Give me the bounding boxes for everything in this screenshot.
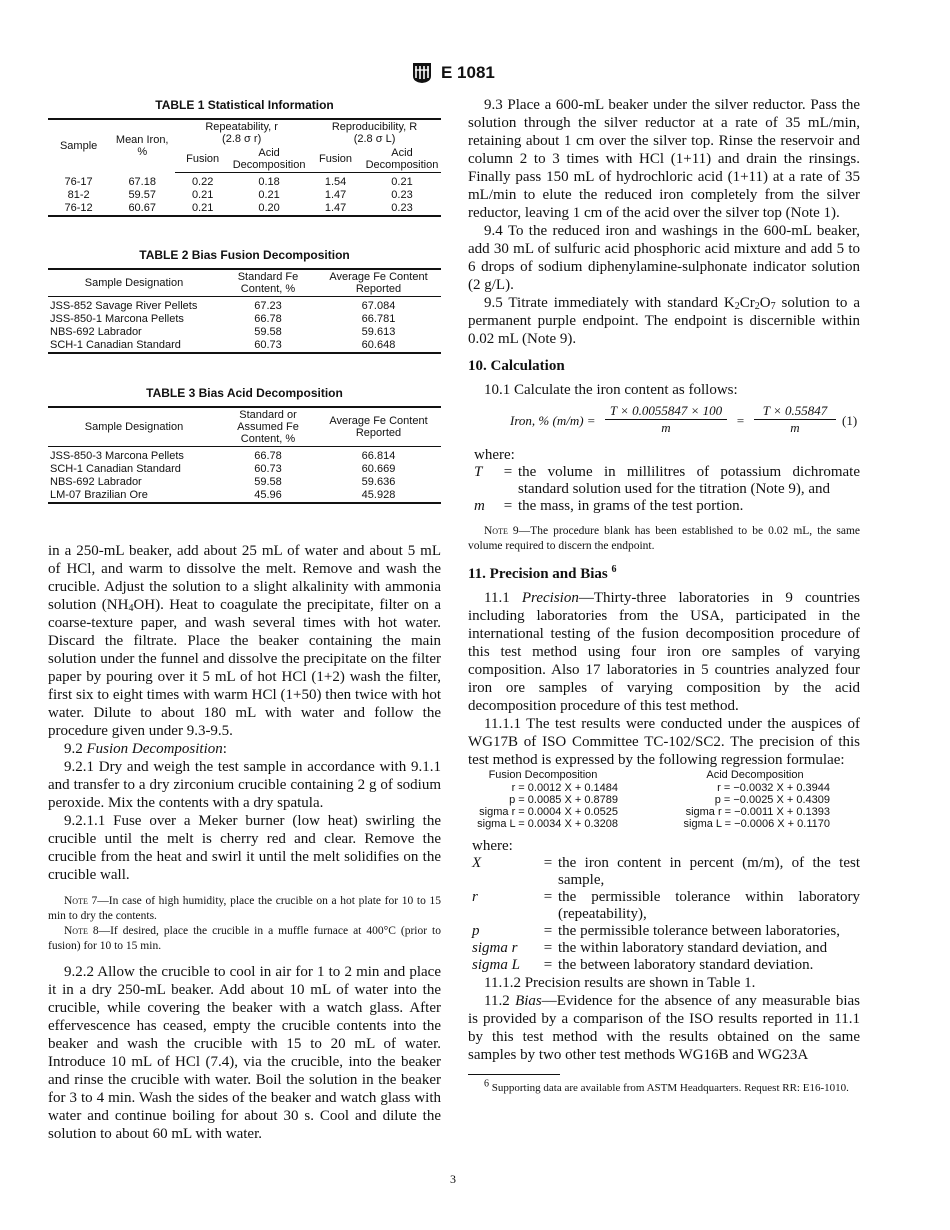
- table1-header-mean: Mean Iron, %: [115, 134, 169, 159]
- acid-formula: r = −0.0032 X + 0.3944: [717, 782, 830, 794]
- table-cell: 66.814: [361, 450, 396, 462]
- table2-header-average: Average Fe Content Reported: [316, 269, 441, 297]
- note-9: Note 9—The procedure blank has been established to be 0.02 mL, the same volume required to discern the endpoint.: [468, 525, 860, 552]
- table1-header-fusion: Fusion: [308, 146, 363, 173]
- equation-1: Iron, % (m/m) = $\frac{T \times 0.0055847 \times 100}{m}$ = $\frac{T \times 0.55847}{m}$ (1): [510, 403, 858, 435]
- table-cell: 66.78: [254, 313, 282, 325]
- paragraph-9-2-2: 9.2.2 Allow the crucible to cool in air for 1 to 2 min and place it in a dry 250-mL beaker. Add about 10 mL of water into the crucible, while covering the beaker with a watch glass. After effervescence has ceased, empty the crucible contents into the beaker and wash the crucible with 15 to 20 mL of water. Introduce 10 mL of HCl (7.4), via the crucible, into the beaker and rinse the crucible with water. Boil the solution in the beaker for 3 to 4 min. Wash the sides of the beaker and watch glass with water and continue boiling for about 30 s. Cool and dilute the solution to about 60 mL with water.: [48, 964, 441, 1142]
- paragraph-9-4: 9.4 To the reduced iron and washings in the 600-mL beaker, add 30 mL of sulfuric acid phosphoric acid mixture and add 5 to 6 drops of sodium diphenylamine-sulphonate indicator solution (2 g/L).: [468, 223, 860, 293]
- table3: [48, 406, 441, 504]
- table1-header-repeatability: Repeatability, r (2.8 σ r): [205, 121, 278, 145]
- definition-T: T = the volume in millilitres of potassium dichromate standard solution used for the titration (Note 9), and: [474, 464, 860, 497]
- footnote-rule: [468, 1074, 560, 1075]
- standard-designation: E 1081: [441, 63, 495, 82]
- paragraph-11-2: 11.2 Bias—Evidence for the absence of any measurable bias is provided by a comparison of the ISO results reported in 11.1 by this test method with the results obtained on the same samples by two other test methods WG16B and WG23A: [468, 993, 860, 1063]
- section-10-heading: 10. Calculation: [468, 358, 565, 374]
- table-row: [48, 173, 441, 190]
- footnote-6: $^6$ Supporting data are available from ASTM Headquarters. Request RR: E16-1010.: [484, 1078, 849, 1094]
- table1-header-sample: Sample: [59, 140, 98, 153]
- paragraph-11-1-2: 11.1.2 Precision results are shown in Table 1.: [484, 975, 756, 991]
- definition-item: sigma L = the between laboratory standard deviation.: [472, 957, 814, 973]
- table3-caption: TABLE 3 Bias Acid Decomposition: [146, 386, 343, 400]
- paragraph-9-5: 9.5 Titrate immediately with standard $K_2Cr_2O_7$ solution to a permanent purple endpoint. The endpoint is discernible within 0.02 mL (Note 9).: [468, 295, 860, 347]
- table1-header-reproducibility: Reproducibility, R (2.8 σ L): [331, 121, 418, 145]
- fusion-formula: sigma L = 0.0034 X + 0.3208: [477, 818, 618, 830]
- table-cell: 81-2: [67, 189, 90, 201]
- table-cell: 60.648: [361, 339, 396, 351]
- table-row: [48, 447, 441, 464]
- fusion-formula: p = 0.0085 X + 0.8789: [509, 794, 618, 806]
- definition-item: X = the iron content in percent (m/m), of the test sample,: [472, 855, 860, 888]
- paragraph-11-1: 11.1 Precision—Thirty-three laboratories in 9 countries including laboratories from the USA, participated in the international testing of the fusion decomposition procedure of this test method using four iron ore samples of varying composition. Also 17 laboratories in 5 countries analyzed four iron ore samples of varying composition by the acid decomposition procedure of this test method.: [468, 590, 860, 714]
- table3-header-average: Average Fe Content Reported: [316, 407, 441, 447]
- table-cell: 60.73: [254, 339, 282, 351]
- table-cell: 59.636: [361, 476, 396, 488]
- definition-item: sigma r = the within laboratory standard deviation, and: [472, 940, 828, 956]
- definition-m: m = the mass, in grams of the test portion.: [474, 498, 744, 514]
- table-row: [48, 202, 441, 216]
- table3-header-sample: Sample Designation: [48, 407, 220, 447]
- where-label-2: where:: [472, 838, 513, 854]
- table-cell: 60.73: [254, 463, 282, 475]
- table1-header-acid: Acid Decomposition: [230, 146, 308, 173]
- regression-formulae: [468, 769, 860, 830]
- table2-header-standard: Standard Fe Content, %: [220, 269, 316, 297]
- table2-header-sample: Sample Designation: [48, 269, 220, 297]
- table-cell: 60.67: [128, 202, 156, 214]
- table1-header-fusion: Fusion: [175, 146, 230, 173]
- fraction-2: $\frac{T \times 0.55847}{m}$: [754, 403, 836, 436]
- paragraph-9-3: 9.3 Place a 600-mL beaker under the silver reductor. Pass the solution through the silver reductor at a rate of 35 mL/min, retaining about 1 cm over the silver top. Rinse the reservoir and column 2 to 3 times with HCl (1+11) and drain the rinsings. Finally pass 150 mL of hydrochloric acid (1+11) at a rate of 35 mL/min to elute the reduced iron completely from the silver reductor, leaving 1 cm of the acid over the silver top (Note 1).: [468, 97, 860, 221]
- table-cell: 76-17: [64, 175, 93, 188]
- table-cell: SCH-1 Canadian Standard: [50, 339, 181, 351]
- table-cell: 0.23: [391, 189, 413, 201]
- table-cell: 67.23: [254, 300, 282, 312]
- acid-formula: p = −0.0025 X + 0.4309: [714, 794, 830, 806]
- table-row: [48, 476, 441, 489]
- table1-header-acid: Acid Decomposition: [363, 146, 441, 173]
- table1-caption: TABLE 1 Statistical Information: [155, 98, 334, 112]
- page-number: 3: [450, 1172, 456, 1186]
- definition-item: p = the permissible tolerance between laboratories,: [472, 923, 840, 939]
- table-row: [48, 489, 441, 503]
- acid-formula: sigma L = −0.0006 X + 0.1170: [683, 818, 830, 830]
- table-cell: 0.21: [258, 189, 280, 201]
- table-cell: 1.54: [324, 176, 347, 188]
- section-9-2-heading: 9.2 Fusion Decomposition:: [64, 741, 227, 757]
- table-cell: 45.96: [254, 489, 282, 501]
- table-cell: 0.20: [258, 202, 280, 214]
- table-cell: 45.928: [361, 489, 396, 501]
- table2-caption: TABLE 2 Bias Fusion Decomposition: [139, 248, 350, 262]
- table-cell: JSS-852 Savage River Pellets: [50, 300, 198, 312]
- table-cell: 0.23: [391, 202, 413, 214]
- note-7: Note 7—In case of high humidity, place the crucible on a hot plate for 10 to 15 min to dry the contents.: [48, 895, 441, 922]
- table-cell: 0.18: [258, 176, 280, 188]
- note-8: Note 8—If desired, place the crucible in a muffle furnace at 400°C (prior to fusion) for 10 to 15 min.: [48, 925, 441, 952]
- table-row: [48, 297, 441, 314]
- paragraph-10-1: 10.1 Calculate the iron content as follows:: [484, 382, 738, 398]
- section-11-heading: 11. Precision and Bias $^6$: [468, 564, 617, 582]
- table-row: [48, 339, 441, 353]
- table-row: [48, 326, 441, 339]
- table-cell: 59.57: [128, 189, 156, 201]
- table-cell: 1.47: [324, 189, 347, 201]
- table-cell: LM-07 Brazilian Ore: [50, 489, 148, 501]
- paragraph-11-1-1: 11.1.1 The test results were conducted under the auspices of WG17B of ISO Committee TC-102/SC2. The precision of this test method is expressed by the following regression formulae:: [468, 716, 860, 768]
- table-cell: 0.21: [191, 202, 214, 214]
- table-cell: NBS-692 Labrador: [50, 476, 142, 488]
- table-cell: 0.21: [391, 176, 413, 188]
- paragraph-9-2-1: 9.2.1 Dry and weigh the test sample in accordance with 9.1.1 and transfer to a dry zirconium crucible containing 2 g of sodium peroxide. Mix the contents with a dry spatula.: [48, 759, 441, 811]
- table-cell: 0.21: [191, 189, 214, 201]
- fraction-1: $\frac{T \times 0.0055847 \times 100}{m}$: [605, 403, 727, 436]
- fusion-formula: sigma r = 0.0004 X + 0.0525: [479, 806, 618, 818]
- where-label: where:: [474, 447, 515, 463]
- page-header: [410, 62, 540, 86]
- table-row: [48, 463, 441, 476]
- table-cell: 59.613: [361, 326, 396, 338]
- table1: [48, 118, 441, 217]
- right-column: [468, 96, 860, 1096]
- table-cell: JSS-850-3 Marcona Pellets: [50, 450, 184, 462]
- table-cell: 0.22: [191, 176, 214, 188]
- table3-header-standard: Standard or Assumed Fe Content, %: [220, 407, 316, 447]
- paragraph-9-2-1-1: 9.2.1.1 Fuse over a Meker burner (low heat) swirling the crucible until the melt is cherry red and clear. Remove the crucible from the heat and swirl it until the melt solidifies on the crucible wall.: [48, 813, 441, 883]
- table2: [48, 268, 441, 354]
- table-cell: 60.669: [361, 463, 396, 475]
- table-cell: 1.47: [324, 202, 347, 214]
- table-cell: 67.084: [361, 300, 396, 312]
- acid-formulae: Acid Decomposition r = −0.0032 X + 0.3944 p = −0.0025 X + 0.4309 sigma r = −0.0011 X + 0.1393 sigma L = −0.0006 X + 0.1170: [680, 769, 860, 830]
- table-cell: 67.18: [128, 175, 156, 188]
- table-row: [48, 313, 441, 326]
- astm-logo-icon: [410, 62, 434, 84]
- table-cell: SCH-1 Canadian Standard: [50, 463, 181, 475]
- table-cell: 66.781: [361, 313, 396, 325]
- table-row: [48, 189, 441, 202]
- table-cell: 76-12: [64, 202, 93, 214]
- table-cell: 66.78: [254, 450, 282, 462]
- left-column: [48, 96, 441, 1143]
- table-cell: JSS-850-1 Marcona Pellets: [50, 313, 184, 325]
- paragraph-dissolve: in a 250-mL beaker, add about 25 mL of water and about 5 mL of HCl, and warm to dissolve the melt. Remove and wash the crucible. Adjust the solution to a slight alkalinity with ammonia solution $(NH_4OH)$. Heat to coagulate the precipitate, filter on a coarse-texture paper, and wash several times with hot water. Discard the filtrate. Place the beaker containing the main solution under the funnel and dissolve the precipitate on the filter paper by pouring over it 5 mL of hot HCl (1+2) wash the filter, first six to eight times with warm HCl (1+50) then twice with hot water. Dilute to about 180 mL with water and follow the procedure given under 9.3-9.5.: [48, 543, 442, 739]
- fusion-formulae: Fusion Decomposition r = 0.0012 X + 0.1484 p = 0.0085 X + 0.8789 sigma r = 0.0004 X + 0.0525 sigma L = 0.0034 X + 0.3208: [468, 769, 680, 830]
- definition-item: r = the permissible tolerance within laboratory (repeatability),: [472, 889, 860, 922]
- table-cell: NBS-692 Labrador: [50, 326, 142, 338]
- fusion-formula: r = 0.0012 X + 0.1484: [511, 782, 618, 794]
- table-cell: 59.58: [254, 476, 282, 488]
- table-cell: 59.58: [254, 326, 282, 338]
- acid-formula: sigma r = −0.0011 X + 0.1393: [685, 806, 830, 818]
